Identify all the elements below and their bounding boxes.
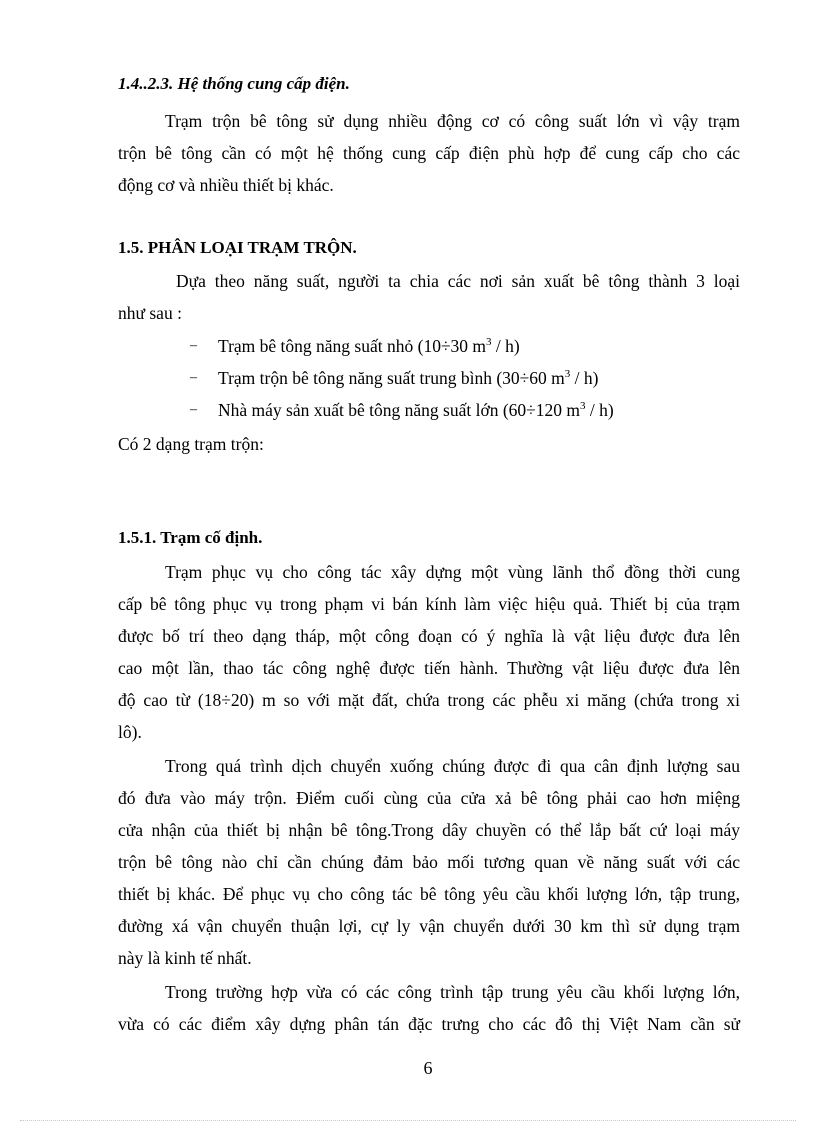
paragraph-line: độ cao từ (18÷20) m so với mặt đất, chứa trong các phễu xi măng (chứa trong xi [118, 690, 740, 710]
list-item [190, 335, 520, 357]
section-heading-1-4-2-3: 1.4..2.3. Hệ thống cung cấp điện. [118, 74, 350, 93]
paragraph-line: lô). [118, 722, 142, 742]
paragraph-line: thiết bị khác. Để phục vụ cho công tác bê tông yêu cầu khối lượng lớn, tập trung, [118, 884, 740, 904]
paragraph-line: cao một lần, thao tác công nghệ được tiến hành. Thường vật liệu được đưa lên [118, 658, 740, 678]
paragraph-line: trộn bê tông nào chỉ cần chúng đảm bảo mối tương quan về năng suất với các [118, 852, 740, 872]
paragraph-line: Trạm trộn bê tông sử dụng nhiều động cơ có công suất lớn vì vậy trạm [165, 111, 740, 131]
bullet-dash-icon: – [190, 402, 197, 417]
paragraph-line: Dựa theo năng suất, người ta chia các nơi sản xuất bê tông thành 3 loại [176, 271, 740, 291]
paragraph-line: cửa nhận của thiết bị nhận bê tông.Trong dây chuyền có thể lắp bất cứ loại máy [118, 820, 740, 840]
paragraph-line: như sau : [118, 303, 182, 323]
superscript: 3 [580, 400, 586, 413]
superscript: 3 [564, 368, 571, 381]
list-item-tail: / h) [585, 400, 614, 420]
list-item-tail: / h) [491, 336, 520, 356]
paragraph-line: đường xá vận chuyển thuận lợi, cự ly vận chuyển dưới 30 km thì sử dụng trạm [118, 916, 740, 936]
list-item-tail: / h) [570, 368, 599, 388]
list-item [190, 367, 598, 389]
bullet-dash-icon: – [190, 338, 197, 353]
paragraph-line: cấp bê tông phục vụ trong phạm vi bán kính làm việc hiệu quả. Thiết bị của trạm [118, 594, 740, 614]
paragraph-line: đó đưa vào máy trộn. Điểm cuối cùng của cửa xả bê tông phải cao hơn miệng [118, 788, 740, 808]
page-bottom-rule [20, 1120, 796, 1121]
list-item-text: Nhà máy sản xuất bê tông năng suất lớn (60÷120 m [218, 400, 580, 420]
paragraph-line: được bố trí theo dạng tháp, một công đoạn có ý nghĩa là vật liệu được đưa lên [118, 626, 740, 646]
bullet-dash-icon: – [190, 370, 197, 385]
section-heading-1-5: 1.5. PHÂN LOẠI TRẠM TRỘN. [118, 238, 357, 257]
paragraph-line: Có 2 dạng trạm trộn: [118, 434, 264, 454]
paragraph-line: này là kinh tế nhất. [118, 948, 252, 968]
paragraph-line: vừa có các điểm xây dựng phân tán đặc trưng cho các đô thị Việt Nam cần sử [118, 1014, 740, 1034]
list-item-text: Trạm trộn bê tông năng suất trung bình (30÷60 m [218, 368, 565, 388]
paragraph-line: Trong trường hợp vừa có các công trình tập trung yêu cầu khối lượng lớn, [165, 982, 740, 1002]
list-item [190, 399, 614, 421]
list-item-text: Trạm bê tông năng suất nhỏ (10÷30 m [218, 336, 487, 356]
paragraph-line: Trong quá trình dịch chuyển xuống chúng được đi qua cân định lượng sau [165, 756, 740, 776]
superscript: 3 [486, 336, 492, 349]
section-heading-1-5-1: 1.5.1. Trạm cố định. [118, 528, 263, 547]
paragraph-line: trộn bê tông cần có một hệ thống cung cấp điện phù hợp để cung cấp cho các [118, 143, 740, 163]
paragraph-line: Trạm phục vụ cho công tác xây dựng một vùng lãnh thổ đồng thời cung [165, 562, 740, 582]
page-number: 6 [423, 1058, 433, 1078]
paragraph-line: động cơ và nhiều thiết bị khác. [118, 175, 334, 195]
